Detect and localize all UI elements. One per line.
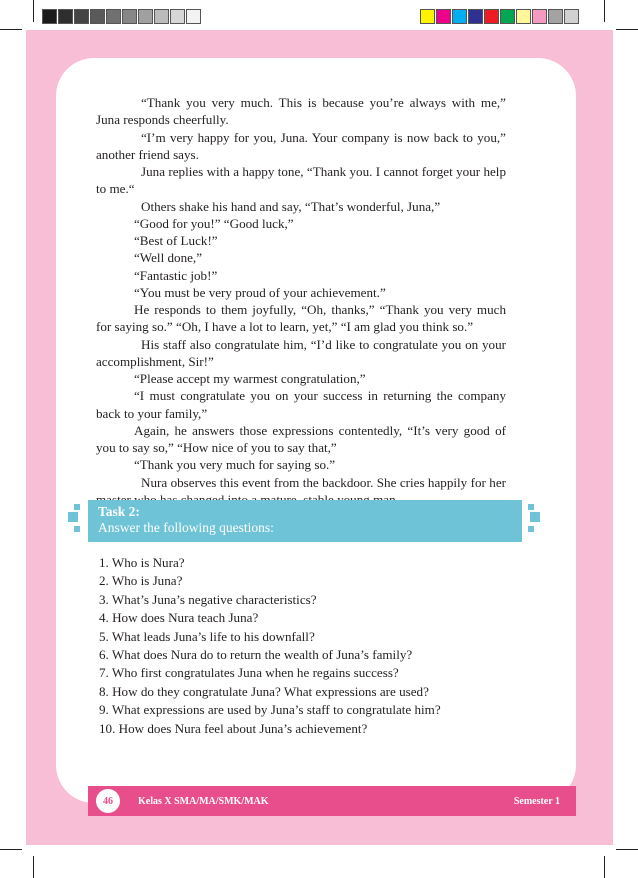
question-item: 7. Who first congratulates Juna when he regains success? bbox=[99, 665, 399, 681]
story-paragraph: His staff also congratulate him, “I’d like to congratulate you on your accomplishment, Sir!” bbox=[96, 336, 506, 369]
story-paragraph: “Thank you very much for saying so.” bbox=[134, 457, 336, 473]
color-calibration-bar bbox=[420, 9, 580, 24]
grayscale-calibration-bar bbox=[42, 9, 202, 24]
story-paragraph: “Please accept my warmest congratulation,” bbox=[134, 371, 366, 386]
gray-swatch bbox=[170, 9, 185, 24]
story-paragraph: He responds to them joyfully, “Oh, thanks,” “Thank you very much for saying so.” “Oh, I have a lot to learn, yet,” “I am glad you think so.” bbox=[96, 302, 506, 335]
story-paragraph: “Fantastic job!” bbox=[134, 267, 218, 283]
story-paragraph: Others shake his hand and say, “That’s wonderful, Juna,” bbox=[141, 198, 441, 214]
crop-mark bbox=[604, 0, 605, 22]
question-list bbox=[99, 554, 441, 738]
crop-mark bbox=[0, 29, 22, 30]
gray-swatch bbox=[138, 9, 153, 24]
story-paragraph: Again, he answers those expressions contentedly, “It’s very good of you to say so,” “How nice of you to say that,” bbox=[96, 422, 506, 455]
crop-mark bbox=[604, 856, 605, 878]
gray-swatch bbox=[186, 9, 201, 24]
color-swatch bbox=[436, 9, 451, 24]
task-instruction: Answer the following questions: bbox=[98, 520, 274, 535]
banner-decoration-right bbox=[528, 526, 534, 532]
story-paragraph: Nura observes this event from the backdoor. She cries happily for her bbox=[141, 474, 506, 490]
gray-swatch bbox=[154, 9, 169, 24]
semester-label: Semester 1 bbox=[513, 796, 560, 807]
page-number: 46 bbox=[94, 787, 122, 815]
gray-swatch bbox=[90, 9, 105, 24]
question-item: 3. What’s Juna’s negative characteristics? bbox=[99, 591, 317, 607]
gray-swatch bbox=[58, 9, 73, 24]
color-swatch bbox=[516, 9, 531, 24]
story-paragraph: Juna replies with a happy tone, “Thank you. I cannot forget your help to me.“ bbox=[96, 164, 506, 197]
banner-decoration-left bbox=[74, 504, 80, 510]
book-title: Kelas X SMA/MA/SMK/MAK bbox=[138, 796, 269, 807]
crop-mark bbox=[616, 29, 638, 30]
gray-swatch bbox=[74, 9, 89, 24]
story-paragraph: “I must congratulate you on your success in returning the company back to your family,” bbox=[96, 388, 506, 421]
story-paragraph: “Best of Luck!” bbox=[134, 233, 218, 248]
gray-swatch bbox=[122, 9, 137, 24]
crop-mark bbox=[33, 0, 34, 22]
color-swatch bbox=[548, 9, 563, 24]
question-item: 4. How does Nura teach Juna? bbox=[99, 610, 259, 626]
banner-decoration-right bbox=[528, 504, 534, 510]
color-swatch bbox=[484, 9, 499, 24]
story-paragraph: “Thank you very much. This is because you’re always with me,” Juna responds cheerfully. bbox=[96, 95, 506, 128]
color-swatch bbox=[532, 9, 547, 24]
story-paragraph: “I’m very happy for you, Juna. Your company is now back to you,” another friend says. bbox=[96, 129, 506, 162]
question-item: 2. Who is Juna? bbox=[99, 573, 183, 589]
crop-mark bbox=[616, 849, 638, 850]
question-item: 1. Who is Nura? bbox=[99, 555, 185, 570]
gray-swatch bbox=[42, 9, 57, 24]
color-swatch bbox=[452, 9, 467, 24]
banner-decoration-left bbox=[74, 526, 80, 532]
story-paragraph: “Good for you!” “Good luck,” bbox=[134, 215, 294, 231]
story-paragraph: “Well done,” bbox=[134, 250, 203, 266]
color-swatch bbox=[500, 9, 515, 24]
story-paragraph: “You must be very proud of your achievement.” bbox=[134, 284, 386, 300]
color-swatch bbox=[420, 9, 435, 24]
question-item: 5. What leads Juna’s life to his downfall? bbox=[99, 628, 315, 644]
question-item: 8. How do they congratulate Juna? What expressions are used? bbox=[99, 683, 429, 699]
banner-decoration-left bbox=[68, 512, 78, 522]
story-text bbox=[96, 94, 506, 508]
question-item: 6. What does Nura do to return the wealth of Juna’s family? bbox=[99, 647, 413, 663]
color-swatch bbox=[564, 9, 579, 24]
crop-mark bbox=[0, 849, 22, 850]
banner-decoration-right bbox=[530, 512, 540, 522]
question-item: 10. How does Nura feel about Juna’s achievement? bbox=[99, 720, 368, 736]
color-swatch bbox=[468, 9, 483, 24]
crop-mark bbox=[33, 856, 34, 878]
task-title: Task 2: bbox=[98, 504, 140, 519]
question-item: 9. What expressions are used by Juna’s staff to congratulate him? bbox=[99, 702, 441, 718]
gray-swatch bbox=[106, 9, 121, 24]
